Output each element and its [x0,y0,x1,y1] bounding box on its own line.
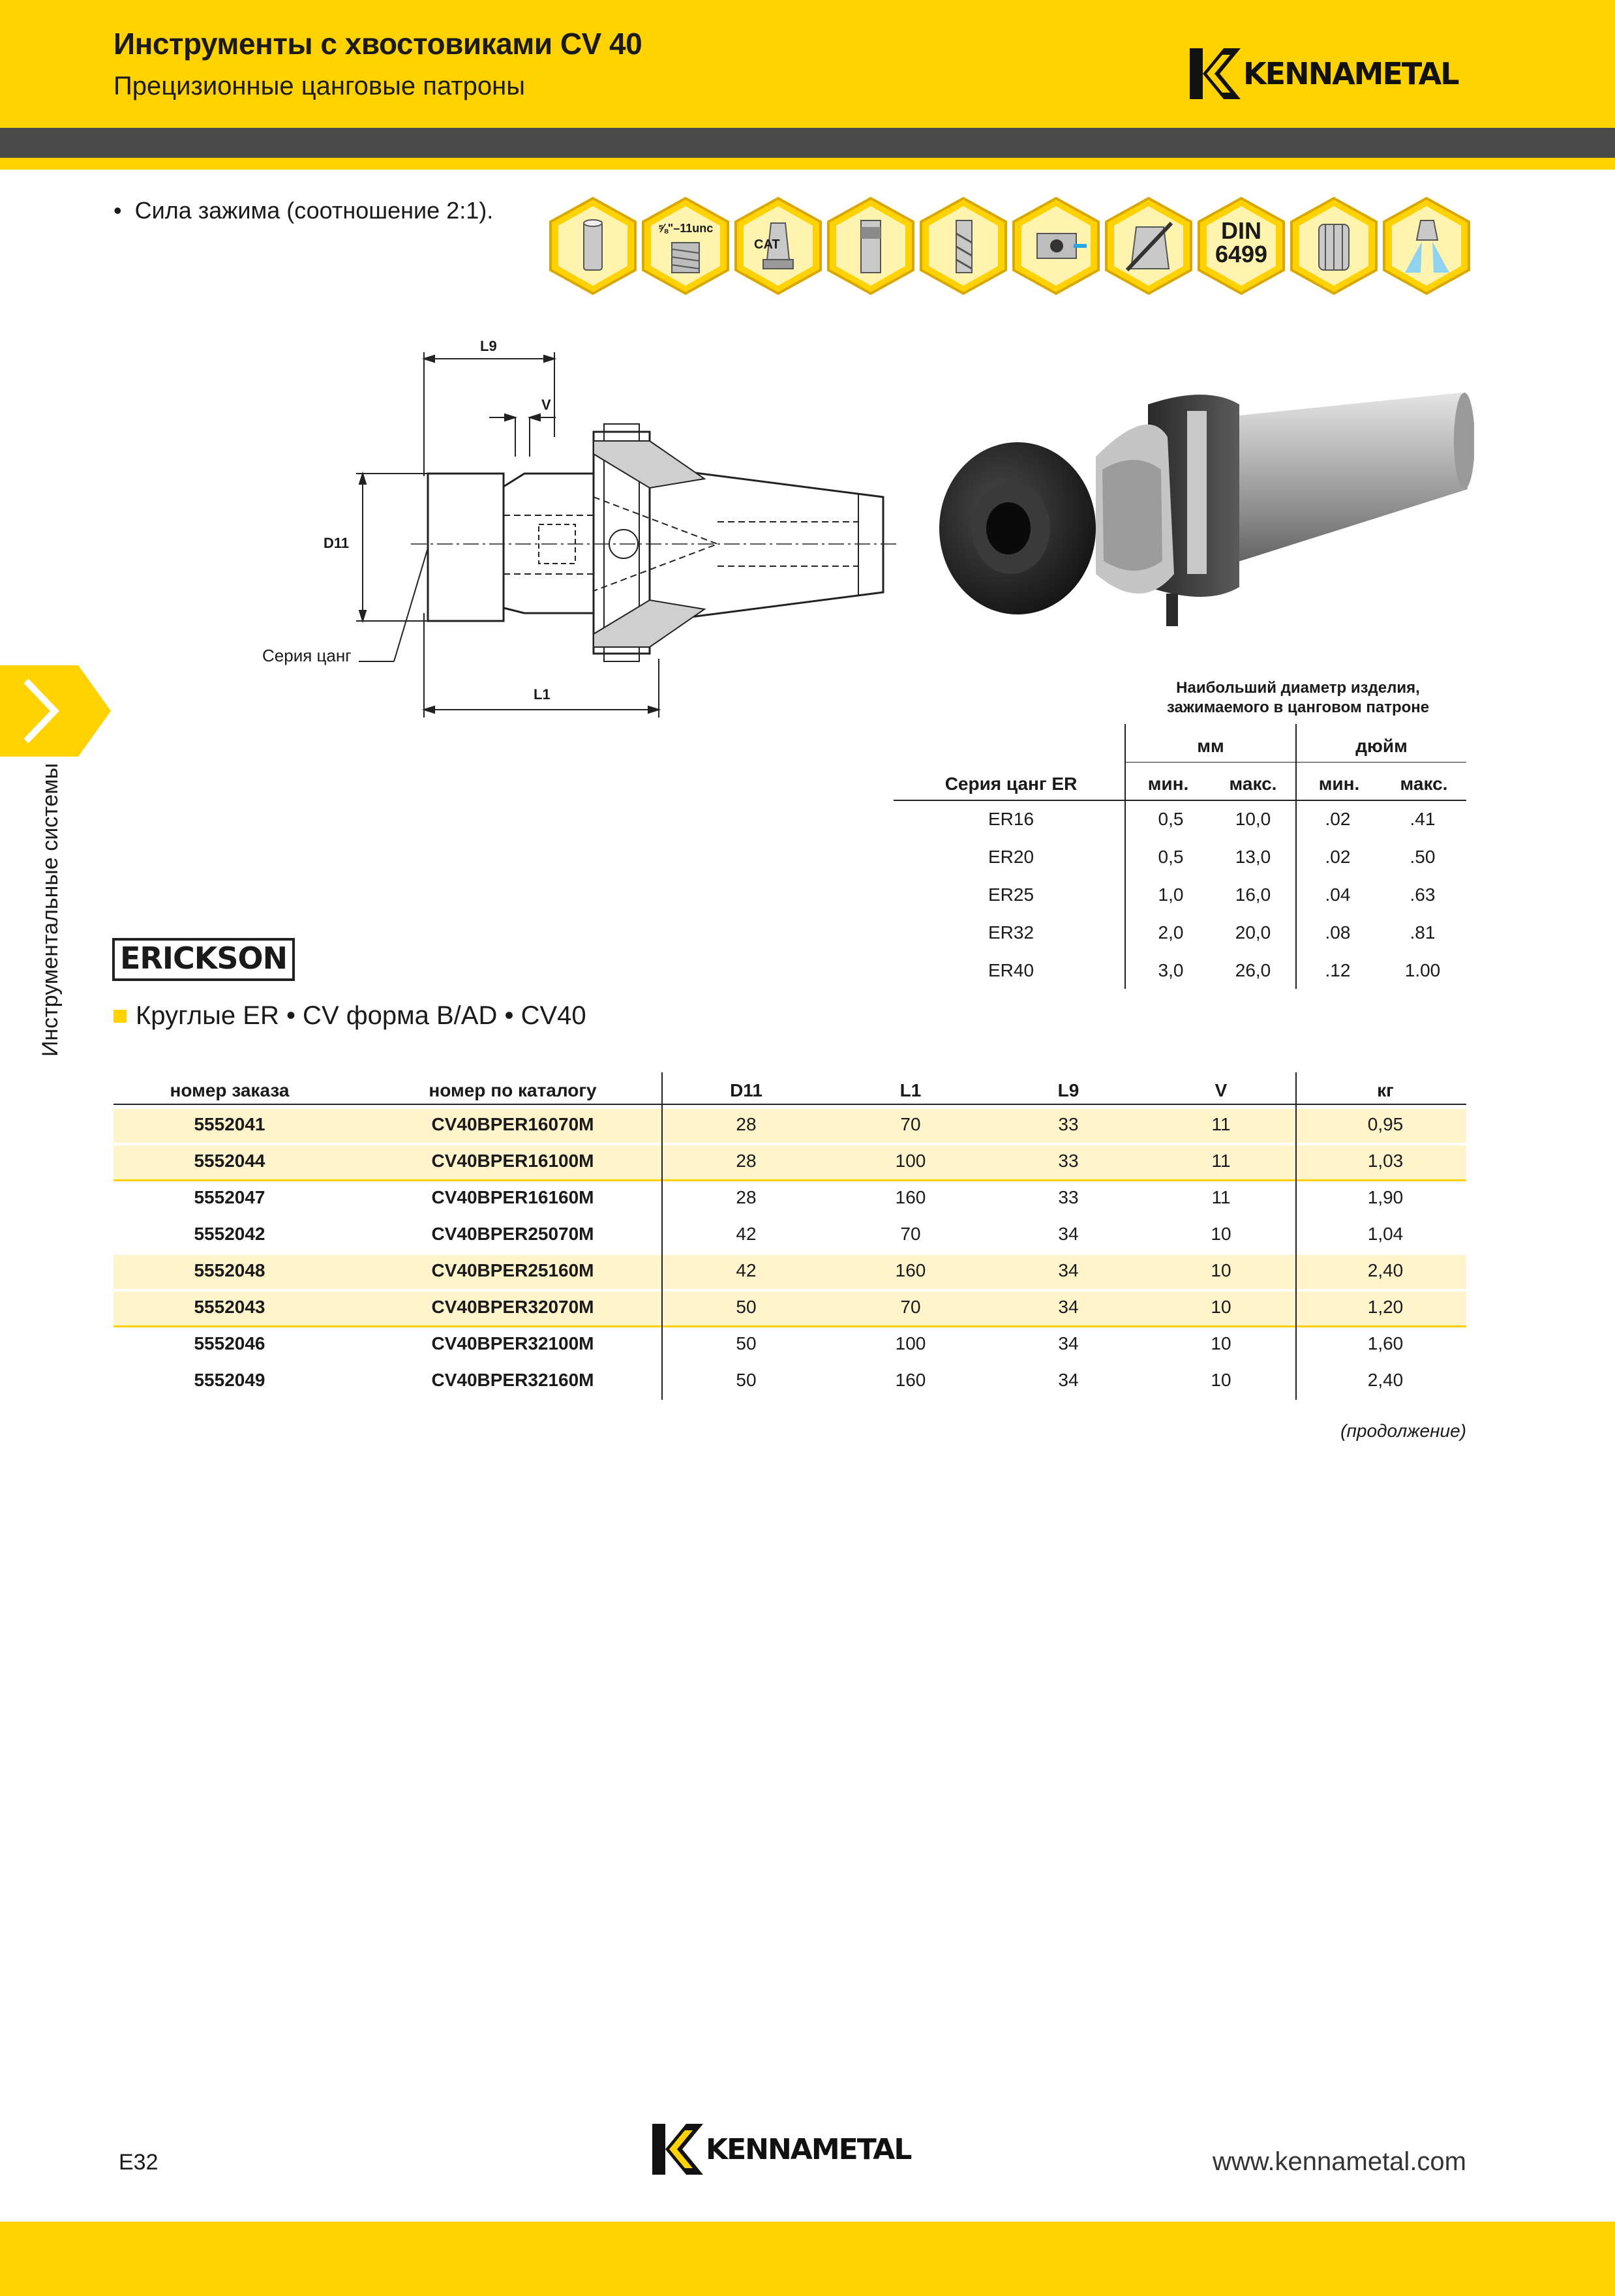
mm-min-cell: 0,5 [1158,809,1184,829]
d11-cell: 50 [736,1297,757,1317]
inch-min-cell: .12 [1325,960,1351,980]
inch-max-cell: .50 [1410,847,1436,867]
column-rule [1295,724,1297,989]
inch-max-cell: .63 [1410,884,1436,905]
kg-cell: 2,40 [1367,1260,1404,1280]
mm-min-cell: 0,5 [1158,847,1184,867]
col-l9: L9 [1057,1080,1079,1100]
collet-series-cell: ER32 [988,922,1034,943]
col-inch-min: мин. [1318,774,1360,794]
col-l1: L1 [899,1080,922,1100]
kg-cell: 0,95 [1367,1114,1404,1134]
order-number-cell: 5552044 [194,1151,265,1171]
cat-shank-icon [733,197,823,295]
collet-series-cell: ER25 [988,884,1034,905]
drill-icon [918,197,1008,295]
dim-label-l9: L9 [480,338,497,354]
feature-bullet-text: Сила зажима (соотношение 2:1). [134,197,494,224]
l9-cell: 33 [1058,1114,1079,1134]
footer-kennametal-k-icon [652,2124,703,2175]
flat-shank-icon [826,197,916,295]
catalog-number-cell: CV40BPER16070M [431,1114,594,1134]
dim-label-d11: D11 [324,535,350,551]
l1-cell: 70 [900,1114,921,1134]
order-number-cell: 5552048 [194,1260,265,1280]
kennametal-logo [1190,48,1458,99]
l9-cell: 34 [1058,1224,1079,1244]
l9-cell: 34 [1058,1297,1079,1317]
side-tab-label: Инструментальные системы [38,763,63,1057]
column-rule [1124,724,1126,989]
header-rule [113,1104,1466,1105]
d11-cell: 42 [736,1224,757,1244]
header-accent-band [0,158,1615,170]
mm-min-cell: 1,0 [1158,884,1184,905]
col-mm-max: макс. [1229,774,1277,794]
col-kg: кг [1377,1080,1394,1100]
col-catalog-number: номер по каталогу [429,1080,597,1100]
footer-band [0,2222,1615,2296]
collet-series-cell: ER40 [988,960,1034,980]
cylinder-shank-icon [548,197,638,295]
col-v: V [1215,1080,1228,1100]
kg-cell: 2,40 [1367,1370,1404,1390]
column-rule [1295,1072,1297,1400]
mm-min-cell: 3,0 [1158,960,1184,980]
side-tab-arrow-icon [0,665,111,757]
catalog-number-cell: CV40BPER32070M [431,1297,594,1317]
col-collet-series: Серия цанг ER [944,774,1078,794]
mm-max-cell: 16,0 [1235,884,1271,905]
kennametal-k-icon [1190,48,1241,99]
l9-cell: 33 [1058,1187,1079,1207]
d11-cell: 28 [736,1187,757,1207]
page-subtitle: Прецизионные цанговые патроны [113,72,525,100]
mm-max-cell: 26,0 [1235,960,1271,980]
order-number-cell: 5552046 [194,1333,265,1353]
d11-cell: 50 [736,1333,757,1353]
d11-cell: 42 [736,1260,757,1280]
v-cell: 10 [1211,1370,1231,1390]
coolant-through-icon [1011,197,1101,295]
col-d11: D11 [730,1080,762,1100]
order-number-cell: 5552049 [194,1370,265,1390]
order-number-cell: 5552042 [194,1224,265,1244]
group-rule [113,1179,1466,1181]
unit-mm-header: мм [1197,736,1224,756]
inch-max-cell: .41 [1410,809,1436,829]
erickson-logo: ERICKSON [112,938,295,981]
din-standard-icon [1196,197,1286,295]
l1-cell: 160 [895,1260,926,1280]
header-divider-band [0,128,1615,158]
inch-min-cell: .02 [1325,809,1351,829]
l1-cell: 70 [900,1297,921,1317]
inch-max-cell: .81 [1410,922,1436,943]
page-title: Инструменты с хвостовиками CV 40 [113,27,642,61]
thread-unc-icon [641,197,731,295]
collet-icon [1289,197,1379,295]
inch-min-cell: .08 [1325,922,1351,943]
col-order-number: номер заказа [170,1080,290,1100]
mm-max-cell: 13,0 [1235,847,1271,867]
l9-cell: 34 [1058,1333,1079,1353]
mm-max-cell: 10,0 [1235,809,1271,829]
catalog-number-cell: CV40BPER32160M [431,1370,594,1390]
footer-kennametal-wordmark: KENNAMETAL [706,2132,911,2166]
l9-cell: 33 [1058,1151,1079,1171]
footer-kennametal-logo [652,2124,911,2175]
d11-cell: 28 [736,1151,757,1171]
l1-cell: 160 [895,1370,926,1390]
catalog-number-cell: CV40BPER25070M [431,1224,594,1244]
kg-cell: 1,90 [1367,1187,1404,1207]
inch-min-cell: .04 [1325,884,1351,905]
group-rule [113,1325,1466,1327]
catalog-number-cell: CV40BPER16160M [431,1187,594,1207]
v-cell: 10 [1211,1224,1231,1244]
collet-series-cell: ER16 [988,809,1034,829]
header-rule [894,800,1466,801]
inch-max-cell: 1.00 [1404,960,1441,980]
l9-cell: 34 [1058,1370,1079,1390]
catalog-number-cell: CV40BPER25160M [431,1260,594,1280]
v-cell: 11 [1211,1187,1231,1207]
collet-series-cell: ER20 [988,847,1034,867]
v-cell: 10 [1211,1333,1231,1353]
kennametal-wordmark: KENNAMETAL [1243,56,1458,91]
diameter-table-caption: Наибольший диаметр изделия, зажимаемого в цанговом патроне [1166,679,1430,716]
v-cell: 11 [1211,1151,1231,1171]
kg-cell: 1,20 [1367,1297,1404,1317]
page-number: E32 [119,2150,158,2175]
catalog-number-cell: CV40BPER16100M [431,1151,594,1171]
mm-min-cell: 2,0 [1158,922,1184,943]
l1-cell: 100 [895,1333,926,1353]
v-cell: 11 [1211,1114,1231,1134]
v-cell: 10 [1211,1260,1231,1280]
section-heading-text: Круглые ER • CV форма B/AD • CV40 [136,1001,586,1030]
inch-min-cell: .02 [1325,847,1351,867]
l9-cell: 34 [1058,1260,1079,1280]
column-rule [661,1072,663,1400]
l1-cell: 70 [900,1224,921,1244]
col-inch-max: макс. [1400,774,1448,794]
coolant-spray-icon [1381,197,1472,295]
kg-cell: 1,60 [1367,1333,1404,1353]
order-number-cell: 5552041 [194,1114,265,1134]
kg-cell: 1,03 [1367,1151,1404,1171]
thread-unc-label: ⅝"–11unc [657,222,714,235]
yellow-square-icon [113,1010,127,1023]
unit-inch-header: дюйм [1355,736,1408,756]
website-link[interactable]: www.kennametal.com [1212,2147,1466,2176]
v-cell: 10 [1211,1297,1231,1317]
feature-bullet: • Сила зажима (соотношение 2:1). [113,197,494,224]
collet-series-label: Серия цанг [262,646,352,665]
section-heading [113,1001,586,1031]
order-number-cell: 5552043 [194,1297,265,1317]
continued-note: (продолжение) [1340,1421,1466,1441]
kg-cell: 1,04 [1367,1224,1404,1244]
d11-cell: 50 [736,1370,757,1390]
l1-cell: 100 [895,1151,926,1171]
d11-cell: 28 [736,1114,757,1134]
no-side-lock-icon [1104,197,1194,295]
dim-label-v: V [541,397,551,413]
cat-shank-label: CAT [754,237,780,252]
dim-label-l1: L1 [534,686,551,702]
col-mm-min: мин. [1147,774,1189,794]
mm-max-cell: 20,0 [1235,922,1271,943]
order-number-cell: 5552047 [194,1187,265,1207]
technical-drawing [313,326,913,731]
l1-cell: 160 [895,1187,926,1207]
product-render-image [933,378,1474,659]
din-standard-label: DIN 6499 [1215,217,1268,267]
catalog-number-cell: CV40BPER32100M [431,1333,594,1353]
